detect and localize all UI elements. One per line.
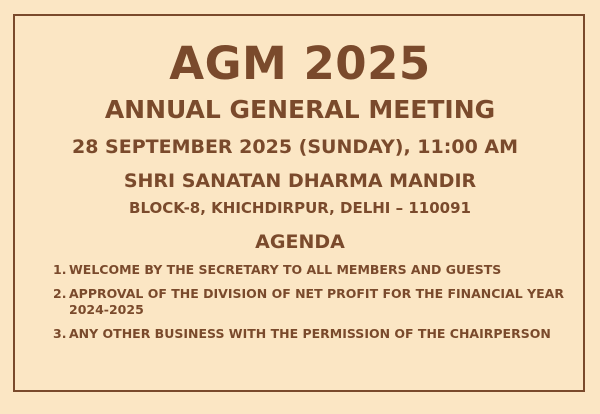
agenda-item-text: APPROVAL OF THE DIVISION OF NET PROFIT FOR THE FINANCIAL YEAR 2024-2025 bbox=[69, 286, 564, 317]
agenda-item-1 bbox=[53, 262, 593, 278]
meeting-address: BLOCK-8, KHICHDIRPUR, DELHI – 110091 bbox=[129, 199, 471, 217]
notice-subtitle: ANNUAL GENERAL MEETING bbox=[104, 95, 496, 124]
agenda-heading: AGENDA bbox=[255, 231, 345, 253]
agenda-item-text: WELCOME BY THE SECRETARY TO ALL MEMBERS AND GUESTS bbox=[69, 262, 502, 277]
agenda-item-number: 3. bbox=[53, 326, 67, 341]
meeting-date-time: 28 SEPTEMBER 2025 (SUNDAY), 11:00 AM bbox=[71, 136, 519, 158]
agenda-item-2 bbox=[53, 286, 593, 318]
agenda-item-text: ANY OTHER BUSINESS WITH THE PERMISSION OF THE CHAIRPERSON bbox=[69, 326, 551, 341]
agenda-list bbox=[53, 262, 593, 350]
meeting-venue: SHRI SANATAN DHARMA MANDIR bbox=[123, 170, 477, 192]
agenda-item-number: 1. bbox=[53, 262, 67, 277]
agenda-item-3 bbox=[53, 326, 593, 342]
notice-title: AGM 2025 bbox=[169, 37, 431, 90]
agenda-item-number: 2. bbox=[53, 286, 67, 301]
